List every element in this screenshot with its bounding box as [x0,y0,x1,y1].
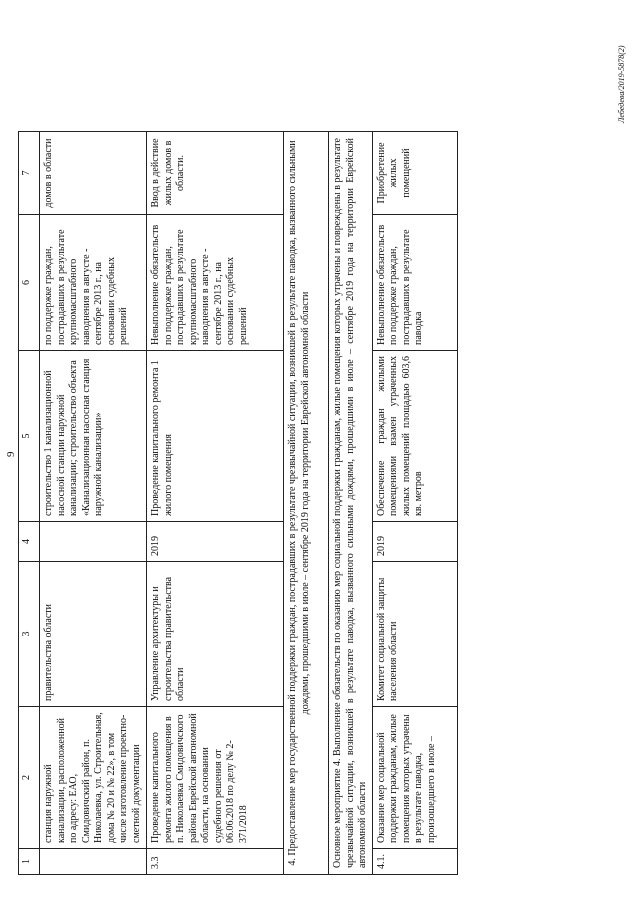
indicator-cell: домов в области [40,132,147,215]
document-code: Лебедева/2019-5878(2) [617,45,626,123]
header-cell: 1 [19,849,40,875]
header-row [19,132,40,875]
header-cell: 5 [19,351,40,522]
result-cell: Проведение капитального ремонта 1 жилого помещения [147,351,284,522]
table-row [40,132,147,875]
table-row [372,132,457,875]
term-cell: 2019 [147,522,284,562]
executor-cell: Комитет социальной защиты населения области [372,562,457,707]
main-activity-text: Основное мероприятие 4. Выполнение обязательств по оказанию мер социальной поддержки гражданам, жилые помещения которых утрачены и повреждены в результате чрезвычайной ситуации, возникшей в результате паводка, вызванного сильными дождями, прошедшими в июле – сентябре 2019 года на территории Еврейской автономной области [329,132,373,875]
result-cell: Обеспечение граждан жилыми помещениями взамен утраченных жилых помещений площадью 603,6 кв. метров [372,351,457,522]
task-row [329,132,373,875]
header-cell: 4 [19,522,40,562]
header-cell: 7 [19,132,40,215]
page-number: 9 [5,451,17,457]
header-cell: 2 [19,707,40,849]
consequence-cell: по поддержке граждан, пострадавших в результате крупномасштабного наводнения в августе - сентябре 2013 г., на основании судебных решений [40,215,147,351]
table-row [147,132,284,875]
program-table [18,131,458,875]
row-number-cell: 3.3 [147,849,284,875]
header-cell: 3 [19,562,40,707]
row-number-cell: 4.1. [372,849,457,875]
row-number-cell [40,849,147,875]
executor-cell: правительства области [40,562,147,707]
result-cell: строительство 1 канализационной насосной станции наружной канализации; строительство объекта «Канализационная насосная станция наружной канализации» [40,351,147,522]
measure-name-cell: Проведение капитального ремонта жилого помещения в п. Николаевка Смидовичского района Еврейской автономной области, на основании судебного решения от 06.06.2018 по делу № 2-371/2018 [147,707,284,849]
measure-name-cell: станция наружной канализации, расположенной по адресу: ЕАО, Смидовичский район, п. Николаевка, ул. Строительная, дома № 20 и № 22», в том числе изготовление проектно-сметной документации [40,707,147,849]
consequence-cell: Невыполнение обязательств по поддержке граждан, пострадавших в результате крупномасштабного наводнения в августе - сентябре 2013 г., на основании судебных решений [147,215,284,351]
indicator-cell: Приобретение жилых помещений [372,132,457,215]
section-heading: 4. Предоставление мер государственной поддержки граждан, пострадавших в результате чрезвычайной ситуации, возникшей в результате паводка, вызванного сильными дождями, прошедшими в июле – сентябре 2019 года на территории Еврейской автономной области [284,132,329,875]
indicator-cell: Ввод в действие жилых домов в области. [147,132,284,215]
measure-name-cell: Оказание мер социальной поддержки гражданам, жилые помещения которых утрачены в результате паводка, произошедшего в июле – [372,707,457,849]
term-cell: 2019 [372,522,457,562]
section-heading-row [284,132,329,875]
header-cell: 6 [19,215,40,351]
term-cell [40,522,147,562]
executor-cell: Управление архитектуры и строительства правительства области [147,562,284,707]
consequence-cell: Невыполнение обязательств по поддержке граждан, пострадавших в результате паводка [372,215,457,351]
